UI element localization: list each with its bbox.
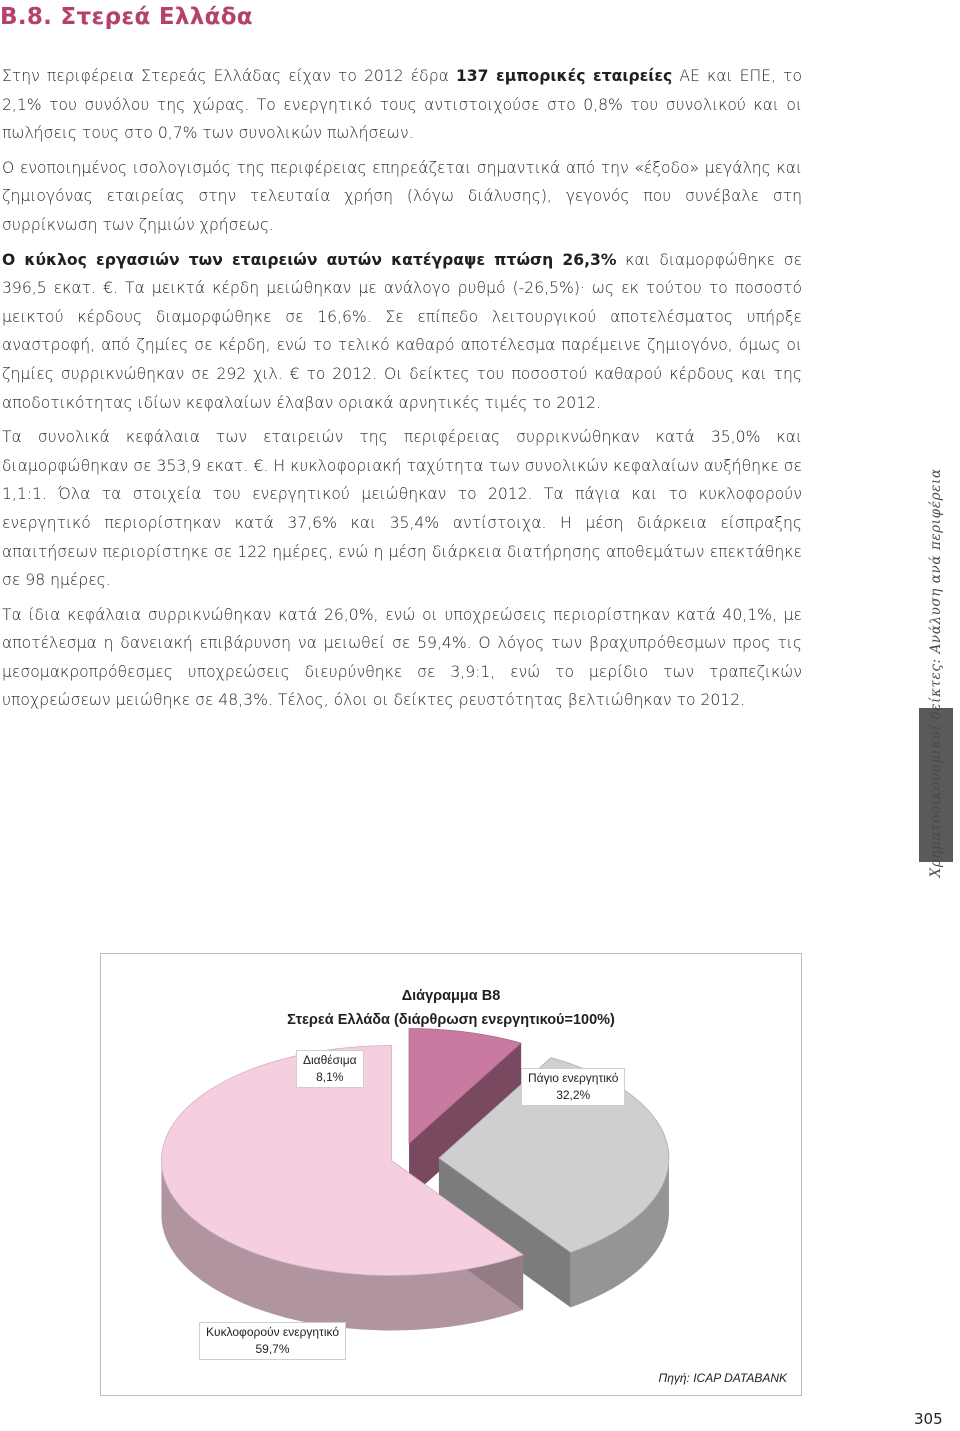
side-tab-label-light: Χρηματοοικονομικοί δείκτες: Ανάλυση ανά περιφέρεια	[928, 468, 944, 878]
side-tab-label	[928, 295, 944, 878]
paragraph-3	[2, 246, 802, 418]
paragraph-3-bold: Ο κύκλος εργασιών των εταιρειών αυτών κατέγραψε πτώση 26,3%	[2, 250, 617, 269]
paragraph-1-text-a: Στην περιφέρεια Στερεάς Ελλάδας είχαν το 2012 έδρα	[2, 67, 456, 85]
slice-label-1-value: 32,2%	[556, 1088, 591, 1102]
paragraph-3-text: και διαμορφώθηκε σε 396,5 εκατ. €. Τα μεικτά κέρδη μειώθηκαν με ανάλογο ρυθμό (-26,5%)· ως εκ τούτου το ποσοστό μεικτού κέρδους διαμορφώθηκε σε 16,6%. Σε επίπεδο λειτουργικού αποτελέσματος υπήρξε αναστροφή, από ζημίες σε κέρδη, ενώ το τελικό καθαρό αποτέλεσμα παρέμεινε ζημιογόνο, όμως οι ζημίες συρρικνώθηκαν σε 292 χιλ. € το 2012. Οι δείκτες του ποσοστού καθαρού κέρδους και της αποδοτικότητας ιδίων κεφαλαίων έλαβαν οριακά αρνητικές τιμές το 2012.	[2, 250, 802, 412]
page-number: 305	[914, 1410, 943, 1428]
paragraph-4-text: Τα συνολικά κεφάλαια των εταιρειών της περιφέρειας συρρικνώθηκαν κατά 35,0% και διαμορφώθηκαν σε 353,9 εκατ. €. Η κυκλοφοριακή ταχύτητα των συνολικών κεφαλαίων αυξήθηκε σε 1,1:1. Όλα τα στοιχεία του ενεργητικού μειώθηκαν το 2012. Τα πάγια και το κυκλοφορούν ενεργητικό περιορίστηκαν κατά 37,6% και 35,4% αντίστοιχα. Η μέση διάρκεια είσπραξης απαιτήσεων περιορίστηκε σε 122 ημέρες, ενώ η μέση διάρκεια διατήρησης αποθεμάτων επεκτάθηκε σε 98 ημέρες.	[2, 428, 802, 590]
chart-source: Πηγή: ICAP DATABANK	[658, 1371, 787, 1385]
side-tab-label-dark: Ειδικό Παράρτημα Β	[928, 294, 944, 449]
chart-title: Διάγραμμα Β8	[401, 988, 501, 1004]
paragraph-1	[2, 62, 802, 148]
pie-chart-box	[100, 953, 802, 1396]
paragraph-5-text: Τα ίδια κεφάλαια συρρικνώθηκαν κατά 26,0%, ενώ οι υποχρεώσεις περιορίστηκαν κατά 40,1%, με αποτέλεσμα η δανειακή επιβάρυνση να μειωθεί σε 59,4%. Ο λόγος των βραχυπρόθεσμων προς τις μεσομακροπρόθεσμες υποχρεώσεις διευρύνθηκε σε 3,9:1, ενώ το μερίδιο των τραπεζικών υποχρεώσεων μειώθηκε σε 48,3%. Τέλος, όλοι οι δείκτες ρευστότητας βελτιώθηκαν το 2012.	[2, 605, 802, 710]
chart-subtitle: Στερεά Ελλάδα (διάρθρωση ενεργητικού=100%)	[287, 1012, 615, 1028]
paragraph-2-text: Ο ενοποιημένος ισολογισμός της περιφέρειας επηρεάζεται σημαντικά από την «έξοδο» μεγάλης και ζημιογόνας εταιρείας στην τελευταία χρήση (λόγω διάλυσης), γεγονός που συνέβαλε στη συρρίκνωση των ζημιών χρήσεως.	[2, 158, 802, 234]
paragraph-1-bold: 137 εμπορικές εταιρείες	[455, 67, 673, 85]
slice-label-1-name: Πάγιο ενεργητικό	[528, 1071, 619, 1085]
body-text	[2, 62, 802, 721]
paragraph-5	[2, 601, 802, 715]
paragraph-2	[2, 154, 802, 240]
section-heading: Β.8. Στερεά Ελλάδα	[0, 4, 253, 30]
side-tab	[916, 294, 956, 878]
slice-label-2	[199, 1322, 346, 1360]
slice-label-2-name: Κυκλοφορούν ενεργητικό	[206, 1325, 340, 1339]
slice-label-2-value: 59,7%	[255, 1342, 290, 1356]
slice-label-0-value: 8,1%	[316, 1070, 344, 1084]
slice-label-0	[296, 1050, 364, 1088]
paragraph-1-text-c: ΑΕ και ΕΠΕ, το 2,1% του συνόλου της χώρας. Το ενεργητικό τους αντιστοιχούσε στο 0,8% του συνολικού και οι πωλήσεις τους στο 0,7% των συνολικών πωλήσεων.	[2, 67, 802, 143]
slice-label-0-name: Διαθέσιμα	[303, 1053, 357, 1067]
slice-label-1	[521, 1068, 625, 1106]
paragraph-4	[2, 423, 802, 595]
